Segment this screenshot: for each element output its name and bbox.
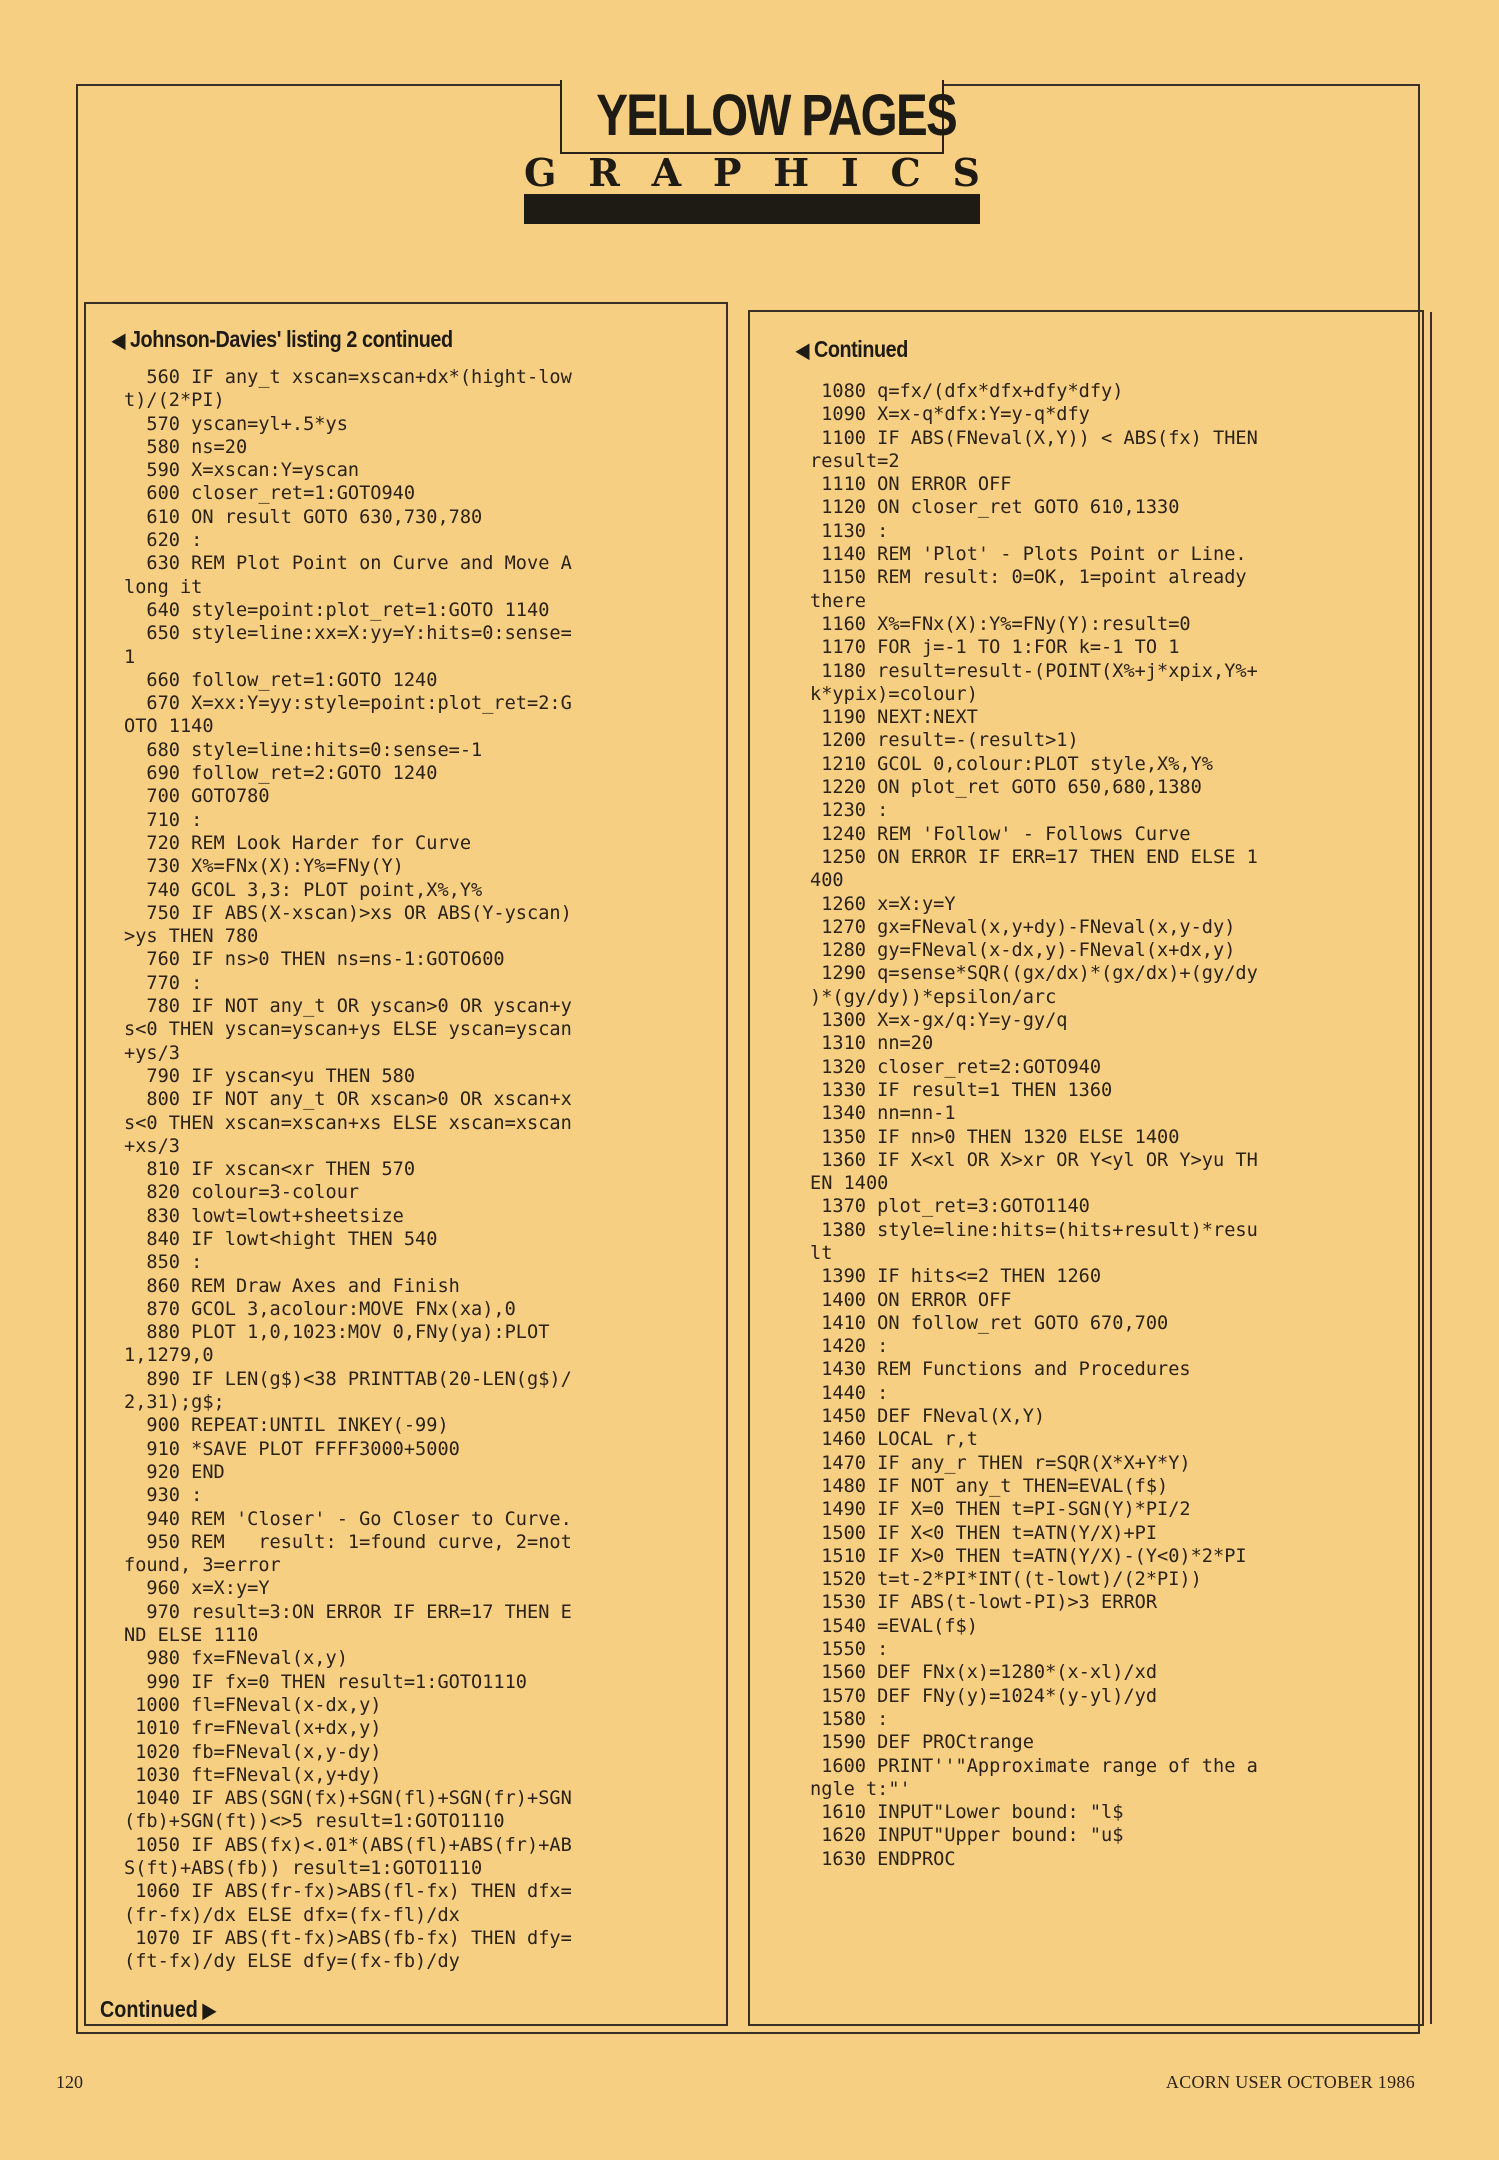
masthead-subtitle xyxy=(524,150,980,194)
code-listing-right: 1080 q=fx/(dfx*dfx+dfy*dfy) 1090 X=x-q*dfx:Y=y-q*dfy 1100 IF ABS(FNeval(X,Y)) < ABS(fx) THEN result=2 1110 ON ERROR OFF 1120 ON closer_ret GOTO 610,1330 1130 : 1140 REM 'Plot' - Plots Point or Line. 1150 REM result: 0=OK, 1=point already there 1160 X%=FNx(X):Y%=FNy(Y):result=0 1170 FOR j=-1 TO 1:FOR k=-1 TO 1 1180 result=result-(POINT(X%+j*xpix,Y%+ k*ypix)=colour) 1190 NEXT:NEXT 1200 result=-(result>1) 1210 GCOL 0,colour:PLOT style,X%,Y% 1220 ON plot_ret GOTO 650,680,1380 1230 : 1240 REM 'Follow' - Follows Curve 1250 ON ERROR IF ERR=17 THEN END ELSE 1 400 1260 x=X:y=Y 1270 gx=FNeval(x,y+dy)-FNeval(x,y-dy) 1280 gy=FNeval(x-dx,y)-FNeval(x+dx,y) 1290 q=sense*SQR((gx/dx)*(gx/dx)+(gy/dy )*(gy/dy))*epsilon/arc 1300 X=x-gx/q:Y=y-gy/q 1310 nn=20 1320 closer_ret=2:GOTO940 1330 IF result=1 THEN 1360 1340 nn=nn-1 1350 IF nn>0 THEN 1320 ELSE 1400 1360 IF X<xl OR X>xr OR Y<yl OR Y>yu TH EN 1400 1370 plot_ret=3:GOTO1140 1380 style=line:hits=(hits+result)*resu lt 1390 IF hits<=2 THEN 1260 1400 ON ERROR OFF 1410 ON follow_ret GOTO 670,700 1420 : 1430 REM Functions and Procedures 1440 : 1450 DEF FNeval(X,Y) 1460 LOCAL r,t 1470 IF any_r THEN r=SQR(X*X+Y*Y) 1480 IF NOT any_t THEN=EVAL(f$) 1490 IF X=0 THEN t=PI-SGN(Y)*PI/2 1500 IF X<0 THEN t=ATN(Y/X)+PI 1510 IF X>0 THEN t=ATN(Y/X)-(Y<0)*2*PI 1520 t=t-2*PI*INT((t-lowt)/(2*PI)) 1530 IF ABS(t-lowt-PI)>3 ERROR 1540 =EVAL(f$) 1550 : 1560 DEF FNx(x)=1280*(x-xl)/xd 1570 DEF FNy(y)=1024*(y-yl)/yd 1580 : 1590 DEF PROCtrange 1600 PRINT''"Approximate range of the a ngle t:"' 1610 INPUT"Lower bound: "l$ 1620 INPUT"Upper bound: "u$ 1630 ENDPROC xyxy=(810,381,1258,1870)
listing-panel-right xyxy=(748,310,1424,2026)
page-number: 120 xyxy=(56,2072,83,2092)
continued-footer: Continued ▶ xyxy=(100,1996,216,2023)
listing-heading-right: ◀ Continued xyxy=(796,336,908,363)
listing-panel-left xyxy=(84,302,728,2026)
masthead-title: YELLOW PAGES xyxy=(596,83,957,148)
code-listing-left: 560 IF any_t xscan=xscan+dx*(hight-low t)/(2*PI) 570 yscan=yl+.5*ys 580 ns=20 590 X=xscan:Y=yscan 600 closer_ret=1:GOTO940 610 ON result GOTO 630,730,780 620 : 630 REM Plot Point on Curve and Move A long it 640 style=point:plot_ret=1:GOTO 1140 650 style=line:xx=X:yy=Y:hits=0:sense= 1 660 follow_ret=1:GOTO 1240 670 X=xx:Y=yy:style=point:plot_ret=2:G OTO 1140 680 style=line:hits=0:sense=-1 690 follow_ret=2:GOTO 1240 700 GOTO780 710 : 720 REM Look Harder for Curve 730 X%=FNx(X):Y%=FNy(Y) 740 GCOL 3,3: PLOT point,X%,Y% 750 IF ABS(X-xscan)>xs OR ABS(Y-yscan) >ys THEN 780 760 IF ns>0 THEN ns=ns-1:GOTO600 770 : 780 IF NOT any_t OR yscan>0 OR yscan+y s<0 THEN yscan=yscan+ys ELSE yscan=yscan +ys/3 790 IF yscan<yu THEN 580 800 IF NOT any_t OR xscan>0 OR xscan+x s<0 THEN xscan=xscan+xs ELSE xscan=xscan +xs/3 810 IF xscan<xr THEN 570 820 colour=3-colour 830 lowt=lowt+sheetsize 840 IF lowt<hight THEN 540 850 : 860 REM Draw Axes and Finish 870 GCOL 3,acolour:MOVE FNx(xa),0 880 PLOT 1,0,1023:MOV 0,FNy(ya):PLOT 1,1279,0 890 IF LEN(g$)<38 PRINTTAB(20-LEN(g$)/ 2,31);g$; 900 REPEAT:UNTIL INKEY(-99) 910 *SAVE PLOT FFFF3000+5000 920 END 930 : 940 REM 'Closer' - Go Closer to Curve. 950 REM result: 1=found curve, 2=not found, 3=error 960 x=X:y=Y 970 result=3:ON ERROR IF ERR=17 THEN E ND ELSE 1110 980 fx=FNeval(x,y) 990 IF fx=0 THEN result=1:GOTO1110 1000 fl=FNeval(x-dx,y) 1010 fr=FNeval(x+dx,y) 1020 fb=FNeval(x,y-dy) 1030 ft=FNeval(x,y+dy) 1040 IF ABS(SGN(fx)+SGN(fl)+SGN(fr)+SGN (fb)+SGN(ft))<>5 result=1:GOTO1110 1050 IF ABS(fx)<.01*(ABS(fl)+ABS(fr)+AB S(ft)+ABS(fb)) result=1:GOTO1110 1060 IF ABS(fr-fx)>ABS(fl-fx) THEN dfx= (fr-fx)/dx ELSE dfx=(fx-fl)/dx 1070 IF ABS(ft-fx)>ABS(fb-fx) THEN dfy= (ft-fx)/dy ELSE dfy=(fx-fb)/dy xyxy=(124,367,572,1973)
listing-heading-left: ◀ Johnson-Davies' listing 2 continued xyxy=(112,326,453,353)
subtitle-letter: A xyxy=(651,149,682,195)
subtitle-letter: G xyxy=(524,149,557,195)
subtitle-letter: C xyxy=(890,149,921,195)
publication-footer: ACORN USER OCTOBER 1986 xyxy=(1165,2072,1415,2092)
subtitle-letter: S xyxy=(952,149,980,195)
masthead xyxy=(560,80,957,154)
masthead-bar xyxy=(524,194,980,224)
subtitle-letter: H xyxy=(773,149,810,195)
subtitle-letter: P xyxy=(712,149,742,195)
subtitle-letter: I xyxy=(840,149,859,195)
subtitle-letter: R xyxy=(588,149,620,195)
